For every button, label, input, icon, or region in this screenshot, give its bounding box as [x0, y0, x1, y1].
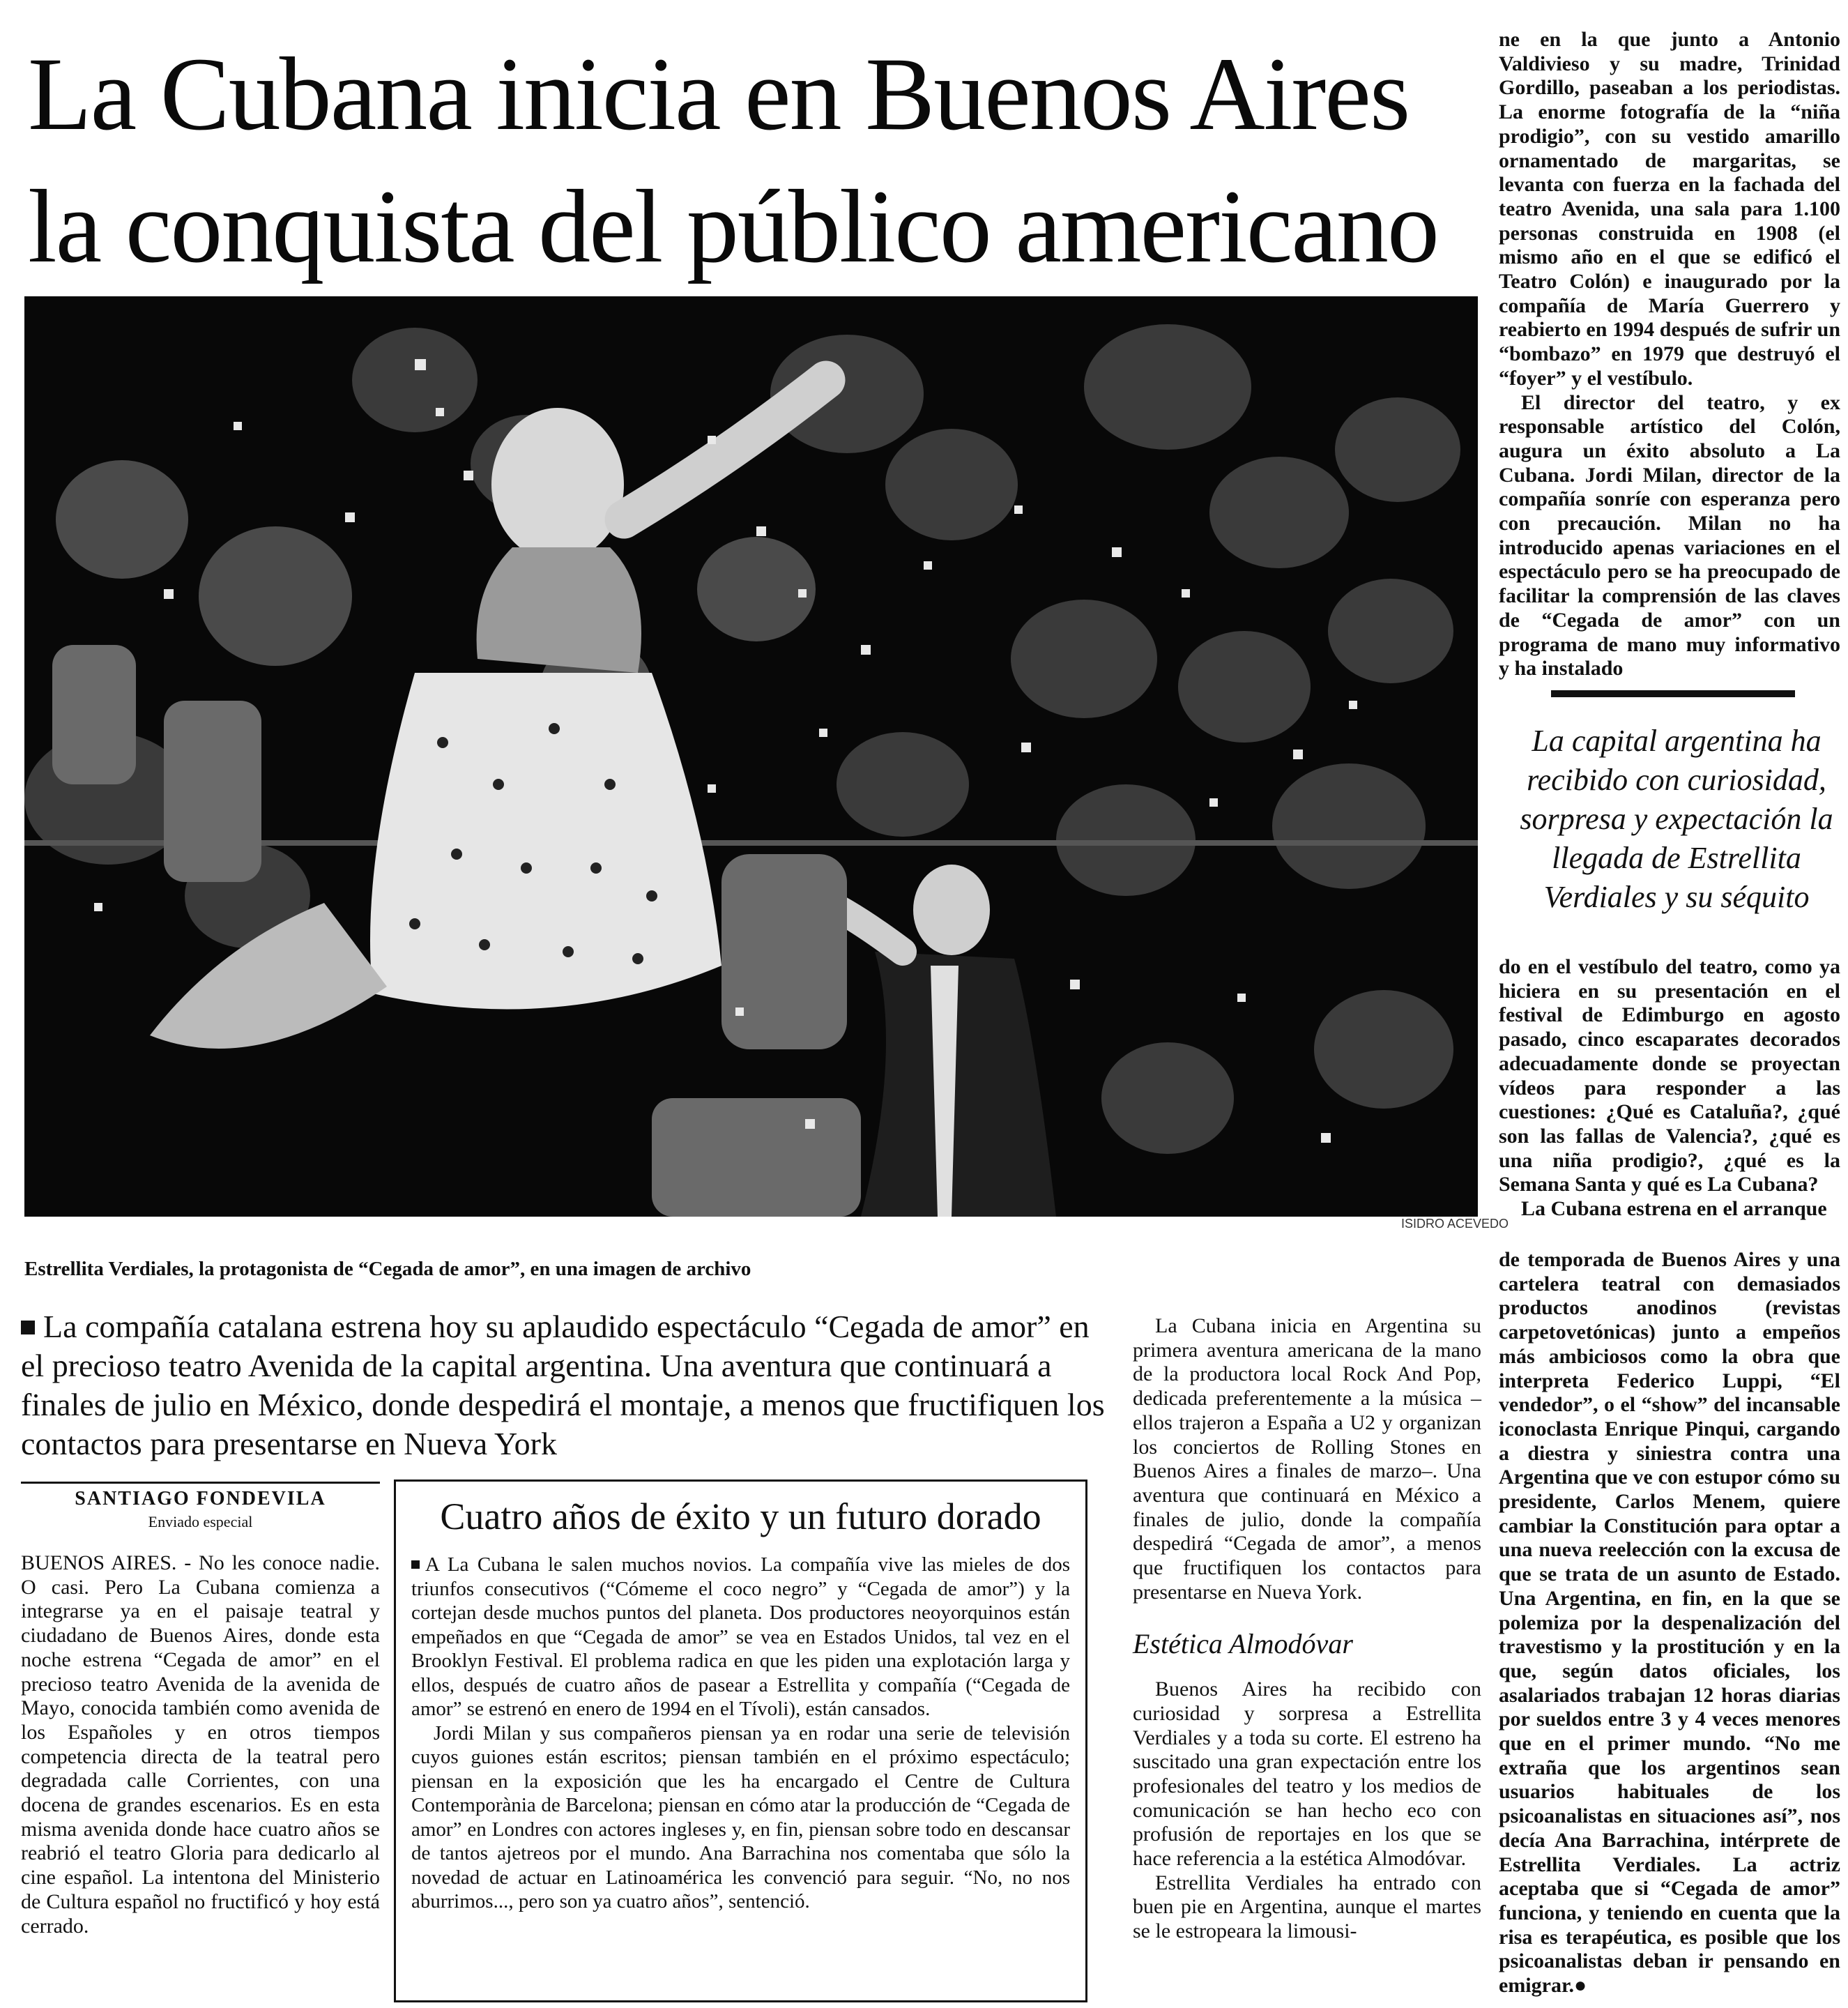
sidebar-paragraph	[411, 1553, 1070, 1721]
headline: La Cubana inicia en Buenos Aires la conquista del público americano	[28, 36, 1438, 284]
sidebar-paragraph: Jordi Milan y sus compañeros piensan ya en rodar una serie de televisión cuyos guiones están escritos; piensan también en el próximo espectáculo; piensan en la exposición que les ha encargado el Centre de Cultura Contemporània de Barcelona; piensan en cómo atar la producción de “Cegada de amor” en Londres con actores ingleses y, en fin, piensan sobre todo en descansar de tantos ajetreos por el mundo. Ana Barrachina nos comentaba que sólo la novedad de actuar en Latinoamérica les convenció para seguir. “No, no nos aburrimos..., pero son ya cuatro años”, sentenció.	[411, 1721, 1070, 1912]
body-paragraph: ne en la que junto a Antonio Valdivieso y su madre, Trinidad Gordillo, paseaban a los periodistas. La enorme fotografía de la “niña prodigio”, con su vestido amarillo ornamentado de margaritas, se levanta con fuerza en la fachada del teatro Avenida, una sala para 1.100 personas construida en 1908 (el mismo año en el que se edificó el Teatro Colón) e inaugurado por la compañía de María Guerrero y reabierto en 1994 después de sufrir un “bombazo” en 1979 que destruyó el “foyer” y el vestíbulo.	[1499, 28, 1840, 390]
body-paragraph: La Cubana estrena en el arranque	[1521, 1197, 1827, 1221]
subheading: Estética Almodóvar	[1133, 1628, 1353, 1660]
byline	[21, 1482, 380, 1531]
body-column-4-bottom	[1499, 1248, 1840, 1998]
bullet-square-icon	[411, 1560, 420, 1569]
byline-role: Enviado especial	[148, 1513, 253, 1530]
body-paragraph: do en el vestíbulo del teatro, como ya hiciera en su presentación en el festival de Edimburgo en agosto pasado, cinco escaparates decorados adecuadamente donde se proyectan vídeos para responder a las cuestiones: ¿Qué es Cataluña?, ¿qué son las fallas de Valencia?, ¿qué es una niña prodigio?, ¿qué es la Semana Santa y qué es La Cubana?	[1499, 955, 1840, 1196]
photo-credit: ISIDRO ACEVEDO	[1401, 1217, 1509, 1231]
byline-rule	[21, 1482, 380, 1484]
body-paragraph: Estrellita Verdiales ha entrado con buen pie en Argentina, aunque el martes se le estropeara la limousi-	[1133, 1871, 1481, 1943]
body-column-3	[1133, 1314, 1481, 1944]
body-paragraph: El director del teatro, y ex responsable artístico del Colón, augura un éxito absoluto a La Cubana. Jordi Milan, director de la compañía sonríe con esperanza pero con precaución. Milan no ha introducido apenas variaciones en el espectáculo pero se ha preocupado de facilitar la comprensión de las claves de “Cegada de amor” con un programa de mano muy informativo y ha instalado	[1499, 390, 1840, 680]
body-paragraph: Buenos Aires ha recibido con curiosidad y sorpresa a Estrellita Verdiales y a toda su corte. El estreno ha suscitado una gran expectación entre los profesionales del teatro y los medios de comunicación se han hecho eco con profusión de reportajes en los que se hace referencia a la estética Almodóvar.	[1133, 1678, 1481, 1871]
body-paragraph: BUENOS AIRES. - No les conoce nadie. O casi. Pero La Cubana comienza a integrarse ya en el paisaje teatral y ciudadano de Buenos Aires, donde esta noche estrena “Cegada de amor” en el precioso teatro Avenida de la avenida de Mayo, conocida también como avenida de los Españoles y en otros tiempos competencia directa de la teatral pero degradada calle Corrientes, con una docena de grandes escenarios. Es en esta misma avenida donde hace cuatro años se reabrió el teatro Gloria para dedicarlo al cine español. La intentona del Ministerio de Cultura español no fructificó y hoy está cerrado.	[21, 1551, 380, 1938]
body-column-1	[21, 1551, 380, 1938]
body-paragraph: La Cubana inicia en Argentina su primera aventura americana de la mano de la productora local Rock And Pop, dedicada preferentemente a la música –ellos trajeron a España a U2 y organizan los conciertos de Rolling Stones en Buenos Aires a finales de marzo–. Una aventura que continuará en México a finales de julio, donde la compañía despedirá “Cegada de amor”, a menos que fructifiquen los contactos para presentarse en Nueva York.	[1133, 1314, 1481, 1604]
sidebar-paragraph-text: A La Cubana le salen muchos novios. La compañía vive las mieles de dos triunfos consecutivos (“Cómeme el coco negro” y “Cegada de amor”) y la cortejan desde muchos puntos del planeta. Dos productores neoyorquinos están empeñados en que “Cegada de amor” se vea en Estados Unidos, tal vez en el Brooklyn Festival. El problema radica en que les piden una explotación larga y ellos, después de cuatro años de pasear a Estrellita y compañía (“Cegada de amor” se estrenó en enero de 1994 en el Tívoli), están cansados.	[411, 1553, 1070, 1720]
sidebar-box	[394, 1480, 1087, 2002]
pullquote-rule	[1551, 690, 1795, 697]
photo-caption: Estrellita Verdiales, la protagonista de “Cegada de amor”, en una imagen de archivo	[24, 1258, 751, 1280]
lede-text: La compañía catalana estrena hoy su aplaudido espectáculo “Cegada de amor” en el precioso teatro Avenida de la capital argentina. Una aventura que continuará a finales de julio en México, donde despedirá el montaje, a menos que fructifiquen los contactos para presentarse en Nueva York	[21, 1309, 1105, 1461]
body-column-4-top	[1499, 28, 1840, 681]
pullquote: La capital argentina ha recibido con curiosidad, sorpresa y expectación la llegada de Estrellita Verdiales y su séquito	[1520, 724, 1833, 914]
article-photo	[24, 296, 1478, 1217]
lede	[21, 1307, 1115, 1463]
bullet-square-icon	[21, 1321, 35, 1334]
body-paragraph: de temporada de Buenos Aires y una cartelera teatral con demasiados productos anodinos (revistas carpetovetónicas) junto a empeños más ambiciosos como la obra que interpreta Federico Luppi, “El vendedor”, o el “show” del incansable iconoclasta Enrique Pinqui, cargando a diestra y siniestra contra una Argentina que ve con estupor cómo su presidente, Carlos Menem, quiere cambiar la Constitución para optar a una nueva reelección con la excusa de que se trata de un asunto de Estado. Una Argentina, en fin, en la que se polemiza por la despenalización del travestismo y la prostitución y en la que, según datos oficiales, los asalariados trabajan 12 horas diarias por sueldos entre 3 y 4 veces menores que en el primer mundo. “No me extraña que los argentinos sean usuarios habituales de los psicoanalistas en situaciones así”, nos decía Ana Barrachina, intérprete de Estrellita Verdiales. La actriz aceptaba que si “Cegada de amor” funciona, y teniendo en cuenta que la risa es terapéutica, es posible que los psicoanalistas deban ir pensando en emigrar.●	[1499, 1248, 1840, 1998]
sidebar-title: Cuatro años de éxito y un futuro dorado	[440, 1496, 1041, 1537]
byline-name: SANTIAGO FONDEVILA	[75, 1488, 326, 1509]
body-column-4-middle	[1499, 955, 1840, 1222]
sidebar-body	[411, 1553, 1070, 1914]
